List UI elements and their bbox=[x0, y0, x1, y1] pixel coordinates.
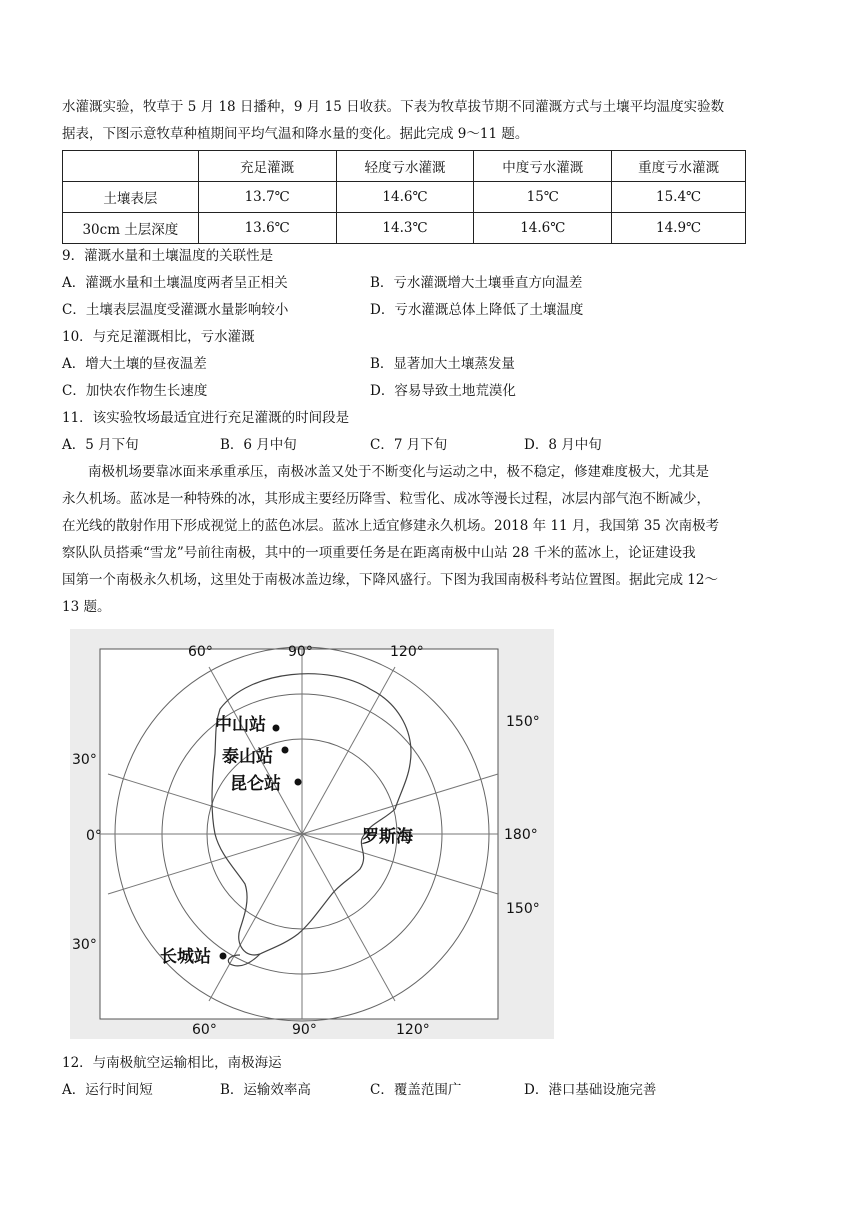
right-label-150-top: 150° bbox=[506, 714, 540, 730]
table-row bbox=[63, 213, 746, 244]
q11-option-a: A．5 月下旬 bbox=[62, 437, 139, 453]
q10-option-a: A．增大土壤的昼夜温差 bbox=[62, 356, 207, 372]
table-header-cell bbox=[63, 151, 199, 182]
intro-line-1: 水灌溉实验，牧草于 5 月 18 日播种，9 月 15 日收获。下表为牧草拔节期不同灌溉方式与土壤平均温度实验数 bbox=[62, 99, 725, 115]
table-cell: 13.7℃ bbox=[198, 182, 336, 213]
right-label-150-bottom: 150° bbox=[506, 901, 540, 917]
q12-option-c: C．覆盖范围广 bbox=[370, 1082, 462, 1098]
q9-option-b: B．亏水灌溉增大土壤垂直方向温差 bbox=[370, 275, 583, 291]
q10-option-c: C．加快农作物生长速度 bbox=[62, 383, 208, 399]
q9-stem: 9．灌溉水量和土壤温度的关联性是 bbox=[62, 248, 274, 264]
q12-option-d: D．港口基础设施完善 bbox=[524, 1082, 657, 1098]
sea-label-ross: 罗斯海 bbox=[362, 827, 413, 847]
table-row bbox=[63, 182, 746, 213]
q10-option-d: D．容易导致土地荒漠化 bbox=[370, 383, 516, 399]
station-dot-taishan bbox=[282, 747, 289, 754]
table-cell: 15.4℃ bbox=[612, 182, 746, 213]
passage-line-2: 永久机场。蓝冰是一种特殊的冰，其形成主要经历降雪、粒雪化、成冰等漫长过程，冰层内部气泡不断减少， bbox=[62, 491, 710, 507]
top-label-120: 120° bbox=[390, 644, 424, 660]
passage-line-5: 国第一个南极永久机场，这里处于南极冰盖边缘，下降风盛行。下图为我国南极科考站位置图。据此完成 12～ bbox=[62, 572, 718, 588]
passage-line-3: 在光线的散射作用下形成视觉上的蓝色冰层。蓝冰上适宜修建永久机场。2018 年 11 月，我国第 35 次南极考 bbox=[62, 518, 720, 534]
top-label-90: 90° bbox=[288, 644, 313, 660]
table-cell: 13.6℃ bbox=[198, 213, 336, 244]
table-header-cell: 充足灌溉 bbox=[198, 151, 336, 182]
table-header-cell: 中度亏水灌溉 bbox=[474, 151, 612, 182]
q11-stem: 11．该实验牧场最适宜进行充足灌溉的时间段是 bbox=[62, 410, 350, 426]
table-cell: 14.6℃ bbox=[474, 213, 612, 244]
station-label-taishan: 泰山站 bbox=[222, 747, 273, 767]
bottom-label-60: 60° bbox=[192, 1022, 217, 1038]
table-header-row bbox=[63, 151, 746, 182]
left-label-0: 0° bbox=[86, 828, 102, 844]
passage-line-6: 13 题。 bbox=[62, 599, 111, 615]
table-cell: 15℃ bbox=[474, 182, 612, 213]
right-label-180: 180° bbox=[504, 827, 538, 843]
q9-option-d: D．亏水灌溉总体上降低了土壤温度 bbox=[370, 302, 584, 318]
bottom-label-90: 90° bbox=[292, 1022, 317, 1038]
q12-option-a: A．运行时间短 bbox=[62, 1082, 153, 1098]
bottom-label-120: 120° bbox=[396, 1022, 430, 1038]
q9-option-c: C．土壤表层温度受灌溉水量影响较小 bbox=[62, 302, 289, 318]
table-header-cell: 轻度亏水灌溉 bbox=[336, 151, 474, 182]
left-label-30-top: 30° bbox=[72, 752, 97, 768]
left-label-30-bottom: 30° bbox=[72, 937, 97, 953]
q12-option-b: B．运输效率高 bbox=[220, 1082, 311, 1098]
q11-option-c: C．7 月下旬 bbox=[370, 437, 448, 453]
station-label-changcheng: 长城站 bbox=[160, 947, 211, 967]
q9-option-a: A．灌溉水量和土壤温度两者呈正相关 bbox=[62, 275, 288, 291]
station-dot-zhongshan bbox=[273, 725, 280, 732]
q11-option-d: D．8 月中旬 bbox=[524, 437, 602, 453]
passage-line-1: 南极机场要靠冰面来承重承压，南极冰盖又处于不断变化与运动之中，极不稳定，修建难度极大，尤其是 bbox=[88, 464, 709, 480]
station-dot-changcheng bbox=[220, 953, 227, 960]
station-label-kunlun: 昆仑站 bbox=[230, 774, 281, 794]
table-header-cell: 重度亏水灌溉 bbox=[612, 151, 746, 182]
table-cell: 14.6℃ bbox=[336, 182, 474, 213]
station-label-zhongshan: 中山站 bbox=[215, 715, 266, 735]
top-label-60: 60° bbox=[188, 644, 213, 660]
table-cell: 土壤表层 bbox=[63, 182, 199, 213]
q10-option-b: B．显著加大土壤蒸发量 bbox=[370, 356, 515, 372]
q10-stem: 10．与充足灌溉相比，亏水灌溉 bbox=[62, 329, 255, 345]
table-cell: 30cm 土层深度 bbox=[63, 213, 199, 244]
soil-temperature-table bbox=[62, 150, 746, 244]
passage-line-4: 察队队员搭乘“雪龙”号前往南极，其中的一项重要任务是在距离南极中山站 28 千米的蓝冰上，论证建设我 bbox=[62, 545, 696, 561]
station-dot-kunlun bbox=[295, 779, 302, 786]
q11-option-b: B．6 月中旬 bbox=[220, 437, 297, 453]
intro-line-2: 据表，下图示意牧草种植期间平均气温和降水量的变化。据此完成 9～11 题。 bbox=[62, 126, 529, 142]
table-cell: 14.3℃ bbox=[336, 213, 474, 244]
table-cell: 14.9℃ bbox=[612, 213, 746, 244]
antarctica-station-map bbox=[70, 629, 554, 1039]
q12-stem: 12．与南极航空运输相比，南极海运 bbox=[62, 1055, 282, 1071]
